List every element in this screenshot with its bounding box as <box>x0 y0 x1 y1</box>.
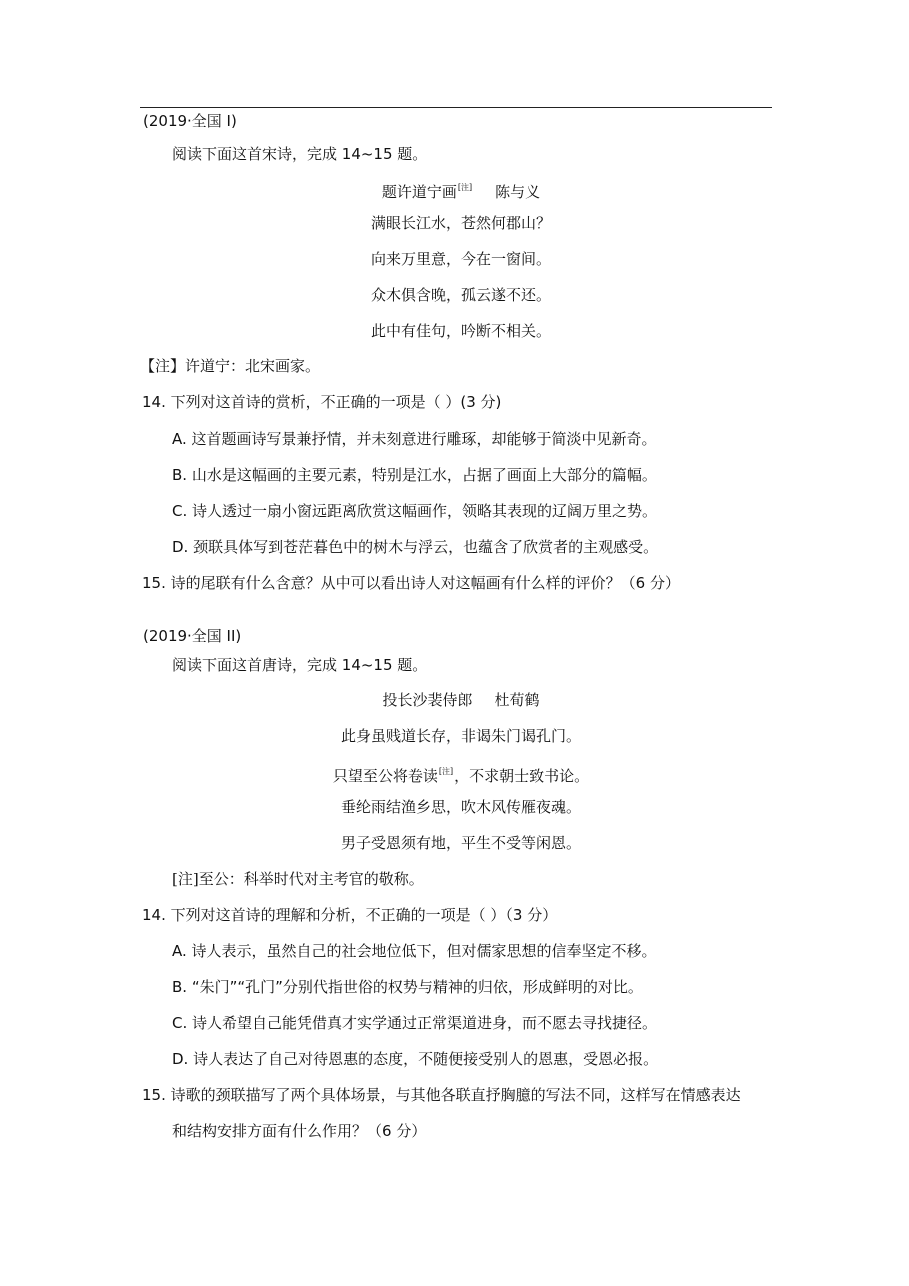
note-marker: [注] <box>457 183 473 192</box>
poem-note-2: [注]至公：科举时代对主考官的敬称。 <box>172 870 424 888</box>
question-14-stem: 14. 下列对这首诗的赏析，不正确的一项是（ ）(3 分) <box>142 393 502 411</box>
poem-line: 此中有佳句，吟断不相关。 <box>370 322 551 340</box>
option-d: D. 颈联具体写到苍茫暮色中的树木与浮云，也蕴含了欣赏者的主观感受。 <box>172 538 659 556</box>
poem-line: 众木俱含晚，孤云遂不还。 <box>370 286 551 304</box>
option-d: D. 诗人表达了自己对待恩惠的态度，不随便接受别人的恩惠，受恩必报。 <box>172 1050 659 1068</box>
poem-author: 杜荀鹤 <box>494 691 540 709</box>
poem-line-text: ，不求朝士致书论。 <box>454 767 590 785</box>
poem-title-text: 题许道宁画 <box>381 183 457 201</box>
poem-title-text: 投长沙裴侍郎 <box>382 691 473 709</box>
option-b: B. “朱门”“孔门”分别代指世俗的权势与精神的归依，形成鲜明的对比。 <box>172 978 643 996</box>
option-c: C. 诗人希望自己能凭借真才实学通过正常渠道进身，而不愿去寻找捷径。 <box>172 1014 658 1032</box>
poem-line: 此身虽贱道长存，非谒朱门谒孔门。 <box>340 727 581 745</box>
poem-line-text: 只望至公将卷读 <box>332 767 438 785</box>
question-15-stem-cont: 和结构安排方面有什么作用？（6 分） <box>172 1122 427 1140</box>
poem-line: 男子受恩须有地，平生不受等闲恩。 <box>340 834 581 852</box>
poem-line: 垂纶雨结渔乡思，吹木风传雁夜魂。 <box>340 798 581 816</box>
option-a: A. 这首题画诗写景兼抒情，并未刻意进行雕琢，却能够于简淡中见新奇。 <box>172 430 657 448</box>
source-label-1: (2019·全国 I) <box>143 112 237 130</box>
poem-title-1 <box>0 178 909 202</box>
question-15-stem: 15. 诗歌的颈联描写了两个具体场景，与其他各联直抒胸臆的写法不同，这样写在情感表达 <box>142 1086 741 1104</box>
header-rule <box>140 107 772 108</box>
option-c: C. 诗人透过一扇小窗远距离欣赏这幅画作，领略其表现的辽阔万里之势。 <box>172 502 658 520</box>
intro-1: 阅读下面这首宋诗，完成 14~15 题。 <box>172 145 428 163</box>
source-label-2: (2019·全国 II) <box>143 627 242 645</box>
poem-author: 陈与义 <box>495 183 541 201</box>
poem-line: 向来万里意，今在一窗间。 <box>370 250 551 268</box>
poem-line <box>0 762 909 786</box>
poem-note-1: 【注】许道宁：北宋画家。 <box>140 357 321 375</box>
intro-2: 阅读下面这首唐诗，完成 14~15 题。 <box>172 656 428 674</box>
option-b: B. 山水是这幅画的主要元素，特别是江水，占据了画面上大部分的篇幅。 <box>172 466 657 484</box>
question-15-stem: 15. 诗的尾联有什么含意？从中可以看出诗人对这幅画有什么样的评价？（6 分） <box>142 574 680 592</box>
option-a: A. 诗人表示，虽然自己的社会地位低下，但对儒家思想的信奉坚定不移。 <box>172 942 657 960</box>
poem-line: 满眼长江水，苍然何郡山？ <box>370 214 551 232</box>
note-marker: [注] <box>438 767 454 776</box>
question-14-stem: 14. 下列对这首诗的理解和分析，不正确的一项是（ ）（3 分） <box>142 906 558 924</box>
poem-title-2 <box>0 690 909 710</box>
